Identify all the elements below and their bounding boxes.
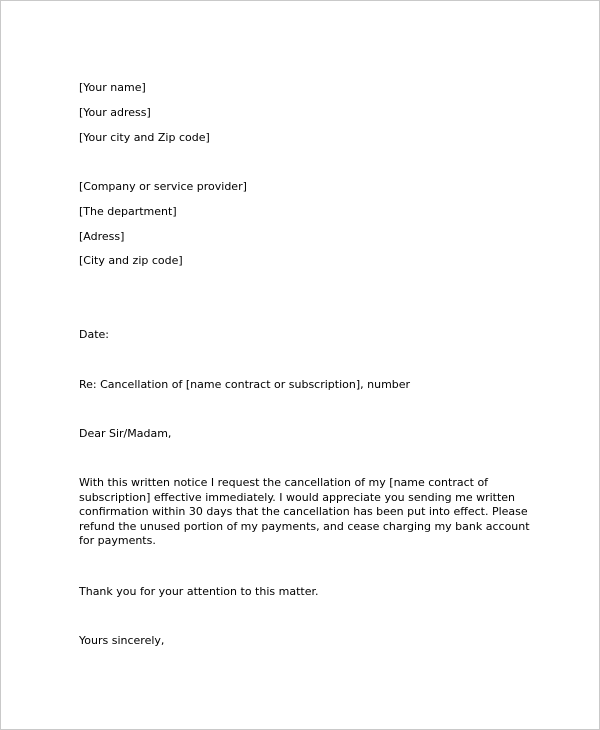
recipient-company: [Company or service provider] [79,180,247,193]
recipient-department: [The department] [79,205,177,218]
body-line: confirmation within 30 days that the cancellation has been put into effect. Please [79,505,528,518]
salutation: Dear Sir/Madam, [79,427,172,440]
body-line: subscription] effective immediately. I would appreciate you sending me written [79,490,516,504]
date-label: Date: [79,328,109,341]
sender-address: [Your adress] [79,106,151,119]
recipient-address: [Adress] [79,230,125,243]
recipient-city-zip: [City and zip code] [79,254,183,267]
sender-name: [Your name] [79,81,146,94]
thanks-line: Thank you for your attention to this matter. [79,585,319,598]
body-paragraph [79,476,539,549]
closing-line: Yours sincerely, [79,634,165,647]
sender-city-zip: [Your city and Zip code] [79,131,210,144]
body-line: for payments. [79,534,156,547]
body-line: With this written notice I request the cancellation of my [name contract of [79,476,489,489]
body-line: refund the unused portion of my payments, and cease charging my bank account [79,519,530,533]
subject-line: Re: Cancellation of [name contract or subscription], number [79,378,411,391]
